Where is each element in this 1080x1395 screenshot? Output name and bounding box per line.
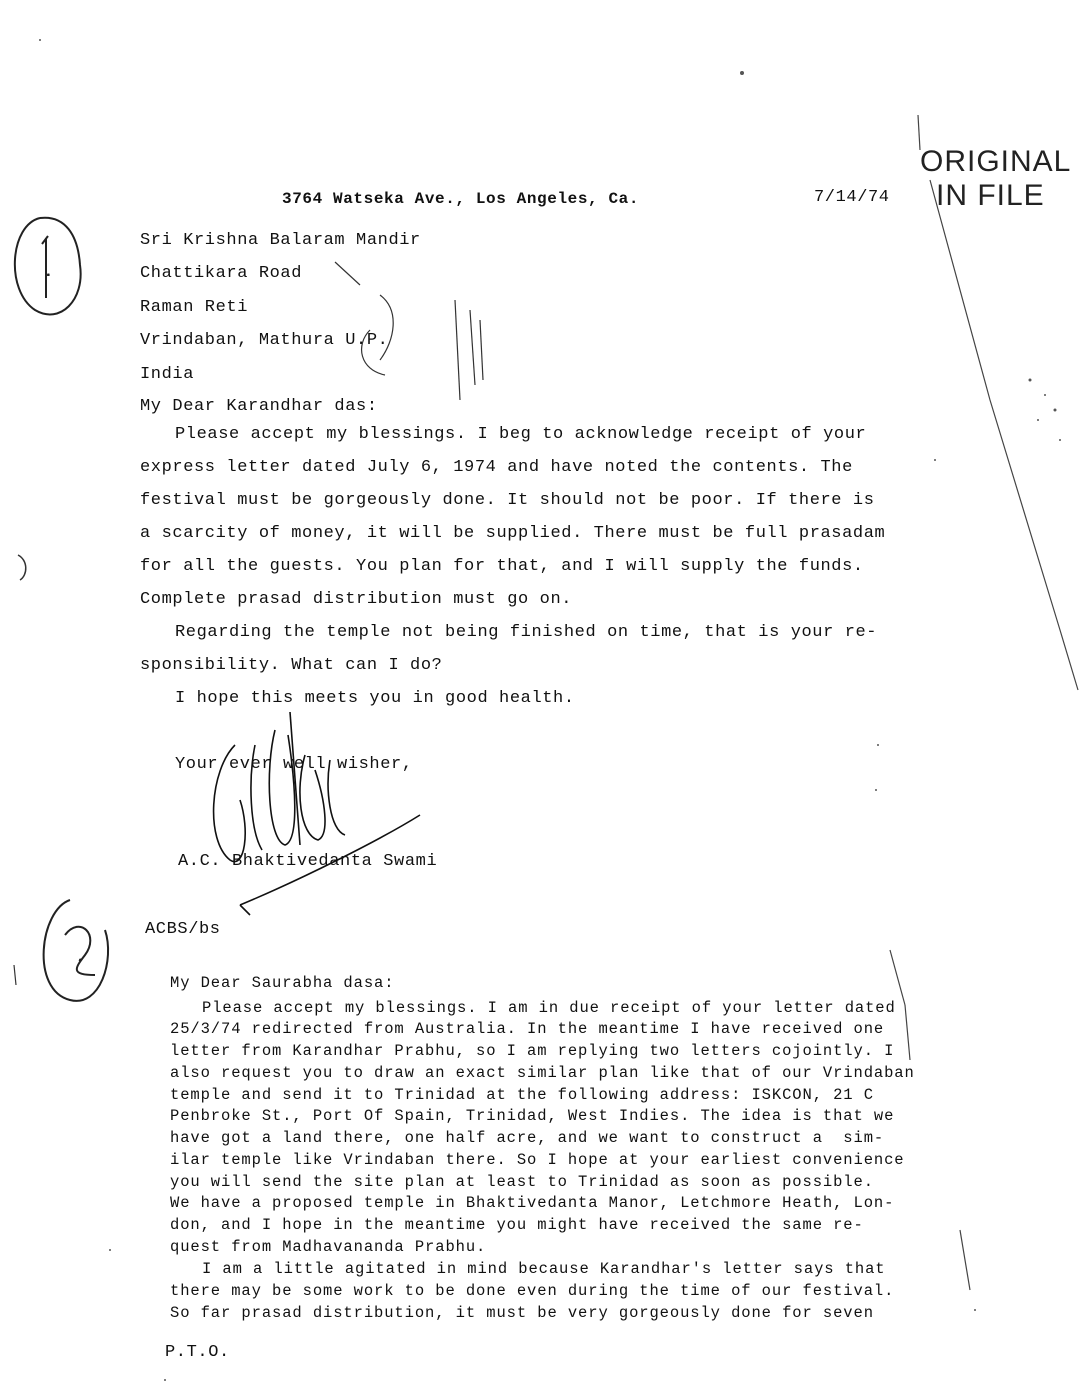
- body-line: Please accept my blessings. I am in due receipt of your letter dated: [202, 999, 896, 1017]
- stamp-line-2: IN FILE: [936, 179, 1045, 212]
- body-line: express letter dated July 6, 1974 and have noted the contents. The: [140, 458, 853, 477]
- body-line: have got a land there, one half acre, and we want to construct a sim-: [170, 1129, 885, 1147]
- body-line: I hope this meets you in good health.: [175, 689, 575, 708]
- body-line: Please accept my blessings. I beg to acknowledge receipt of your: [175, 425, 867, 444]
- body-line: Regarding the temple not being finished on time, that is your re-: [175, 623, 878, 642]
- scan-speckles: [14, 39, 1061, 1381]
- salutation: My Dear Karandhar das:: [140, 397, 378, 416]
- pto-note: P.T.O.: [165, 1343, 230, 1362]
- body-line: a scarcity of money, it will be supplied. There must be full prasadam: [140, 524, 886, 543]
- body-line: letter from Karandhar Prabhu, so I am replying two letters cojointly. I: [170, 1042, 895, 1060]
- body-line: ilar temple like Vrindaban there. So I hope at your earliest convenience: [170, 1151, 905, 1169]
- body-line: 25/3/74 redirected from Australia. In the meantime I have received one: [170, 1020, 885, 1038]
- salutation: My Dear Saurabha dasa:: [170, 974, 395, 992]
- scan-marks: [335, 262, 483, 400]
- body-line: I am a little agitated in mind because Karandhar's letter says that: [202, 1260, 886, 1278]
- circle-label-1: 1: [48, 275, 49, 276]
- body-line: also request you to draw an exact similar plan like that of our Vrindaban: [170, 1064, 915, 1082]
- body-line: We have a proposed temple in Bhaktivedanta Manor, Letchmore Heath, Lon-: [170, 1194, 895, 1212]
- recipient-line: Vrindaban, Mathura U.P.: [140, 331, 389, 350]
- body-line: So far prasad distribution, it must be very gorgeously done for seven: [170, 1304, 874, 1322]
- recipient-line: Sri Krishna Balaram Mandir: [140, 231, 421, 250]
- body-line: there may be some work to be done even during the time of our festival.: [170, 1282, 895, 1300]
- body-line: don, and I hope in the meantime you might have received the same re-: [170, 1216, 864, 1234]
- body-line: temple and send it to Trinidad at the following address: ISKCON, 21 C: [170, 1086, 874, 1104]
- sender-address: 3764 Watseka Ave., Los Angeles, Ca.: [282, 190, 640, 208]
- body-line: festival must be gorgeously done. It should not be poor. If there is: [140, 491, 875, 510]
- recipient-line: India: [140, 365, 195, 384]
- initials: ACBS/bs: [145, 920, 221, 939]
- letter-date: 7/14/74: [814, 188, 890, 207]
- recipient-line: Chattikara Road: [140, 264, 303, 283]
- body-line: quest from Madhavananda Prabhu.: [170, 1238, 487, 1256]
- circle-label-2: 2: [80, 960, 81, 961]
- page-edge-lines: [890, 115, 1078, 1290]
- recipient-line: Raman Reti: [140, 298, 249, 317]
- body-line: you will send the site plan at least to Trinidad as soon as possible.: [170, 1173, 874, 1191]
- circled-number-2: [44, 900, 108, 1001]
- handwritten-signature: [214, 712, 420, 915]
- body-line: sponsibility. What can I do?: [140, 656, 443, 675]
- stamp-line-1: ORIGINAL: [920, 145, 1072, 178]
- circled-number-1: [15, 218, 81, 315]
- body-line: Penbroke St., Port Of Spain, Trinidad, West Indies. The idea is that we: [170, 1107, 895, 1125]
- body-line: for all the guests. You plan for that, and I will supply the funds.: [140, 557, 864, 576]
- signature-name: A.C. Bhaktivedanta Swami: [178, 852, 438, 871]
- body-line: Complete prasad distribution must go on.: [140, 590, 573, 609]
- closing: Your ever well wisher,: [175, 755, 413, 774]
